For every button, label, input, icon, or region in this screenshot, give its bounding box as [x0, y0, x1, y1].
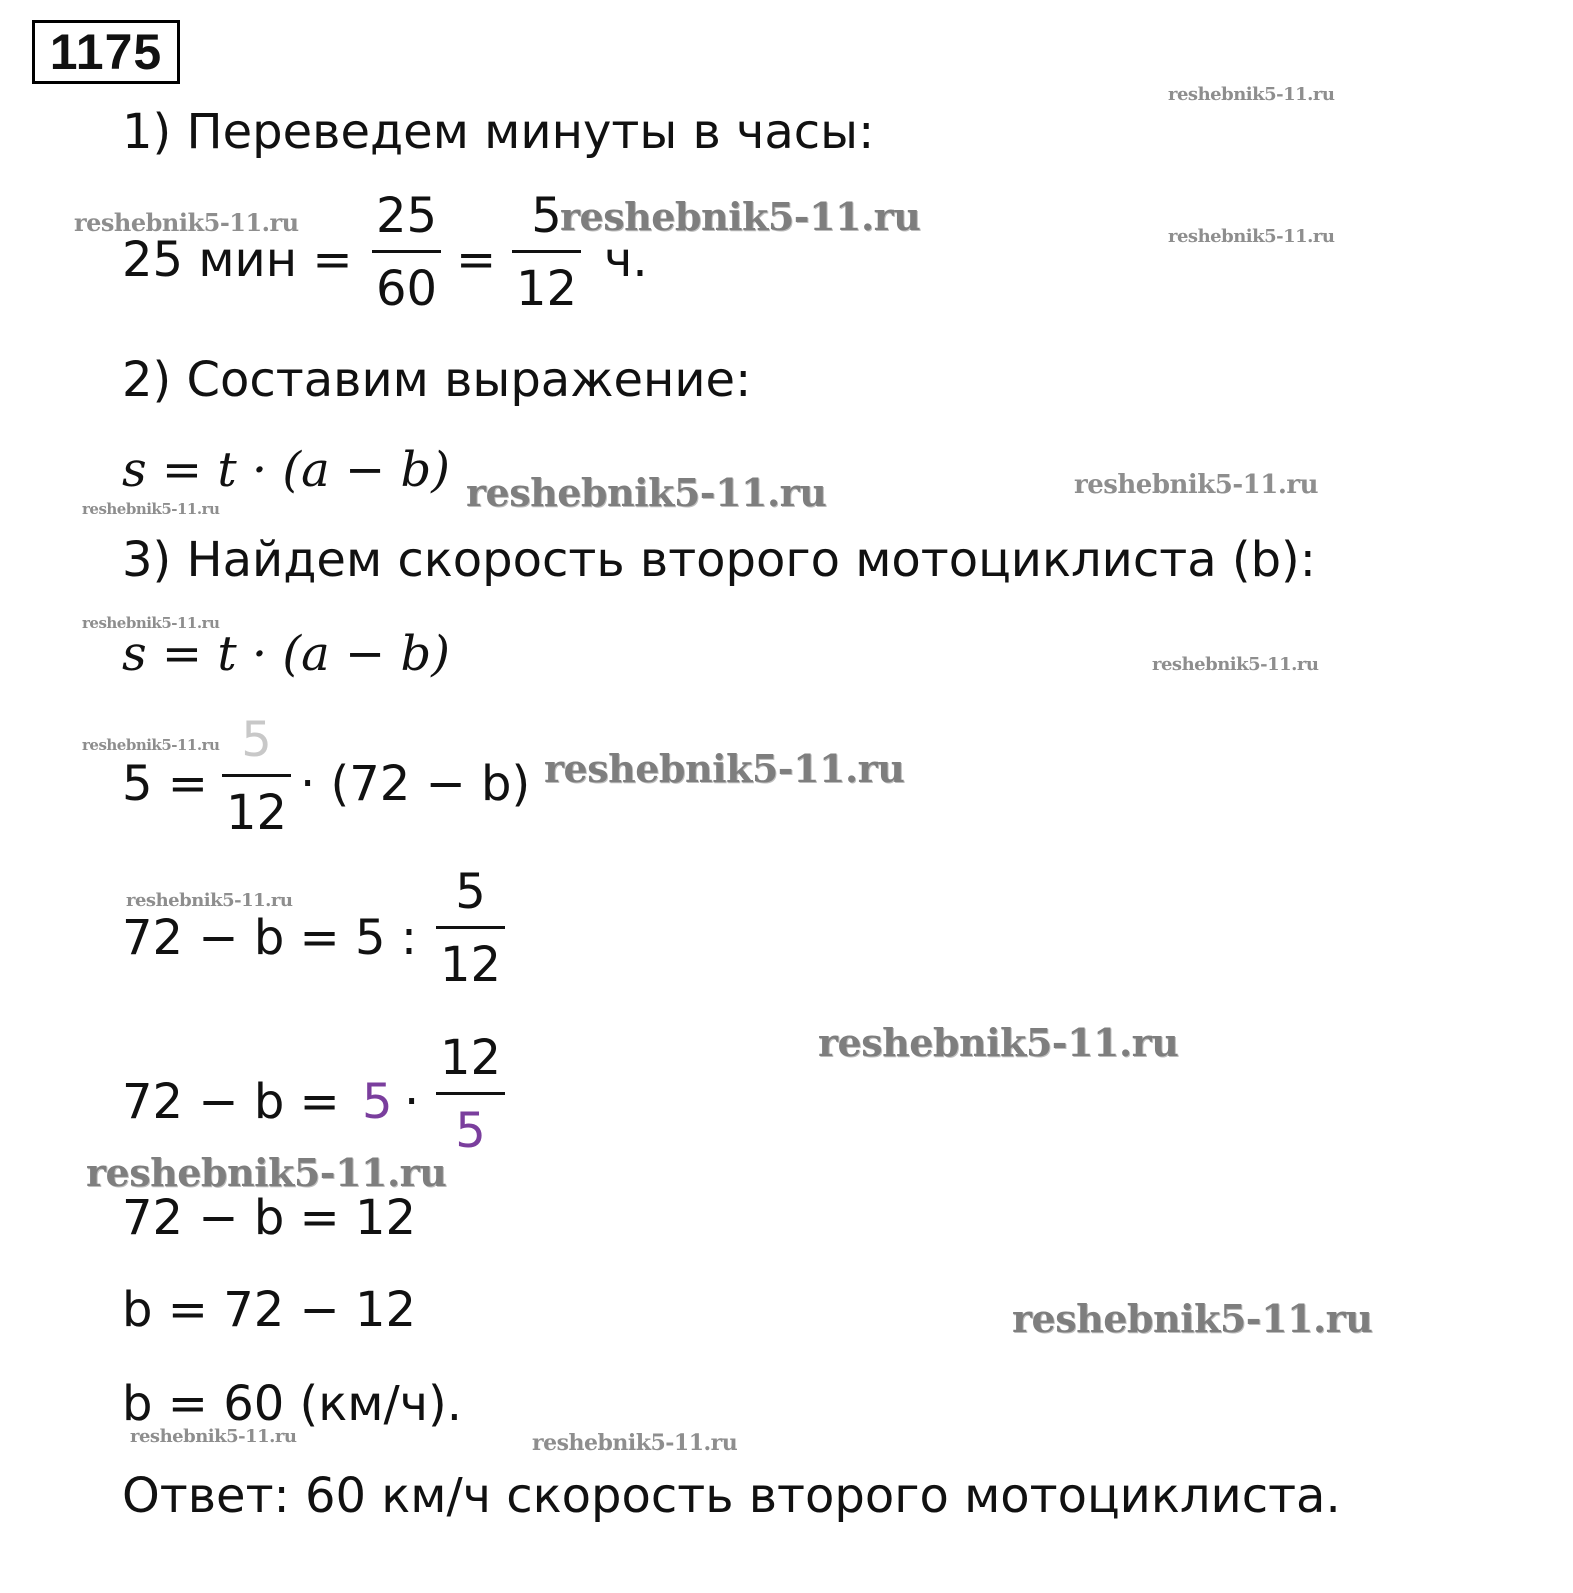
fraction-12-5	[436, 1030, 505, 1159]
watermark: reshebnik5-11.ru	[1168, 226, 1335, 247]
watermark: reshebnik5-11.ru	[86, 1150, 447, 1195]
watermark: reshebnik5-11.ru	[1152, 654, 1319, 675]
step3-line4: 72 − b = 12	[122, 1190, 417, 1246]
step3-line2-lhs: 72 − b = 5 :	[122, 910, 417, 966]
fraction-numerator: 5	[531, 188, 562, 244]
fraction-bar	[512, 250, 581, 253]
watermark: reshebnik5-11.ru	[82, 500, 220, 518]
step1-heading: 1) Переведем минуты в часы:	[122, 104, 875, 160]
watermark: reshebnik5-11.ru	[466, 470, 827, 515]
fraction-numerator: 5	[241, 712, 272, 768]
fraction-denominator: 5	[455, 1103, 486, 1159]
fraction-bar	[222, 774, 291, 777]
fraction-denominator: 12	[516, 261, 578, 317]
watermark: reshebnik5-11.ru	[82, 614, 220, 632]
fraction-25-60	[372, 188, 441, 317]
problem-number: 1175	[32, 20, 180, 84]
fraction-5-12-b	[222, 712, 291, 841]
step1-lhs: 25 мин =	[122, 232, 353, 288]
watermark: reshebnik5-11.ru	[532, 1430, 738, 1456]
unit-hours: ч.	[604, 232, 648, 288]
fraction-numerator: 12	[440, 1030, 502, 1086]
watermark: reshebnik5-11.ru	[560, 194, 921, 239]
fraction-bar	[436, 926, 505, 929]
equals-sign: =	[456, 232, 497, 288]
step3-heading: 3) Найдем скорость второго мотоциклиста (b):	[122, 532, 1316, 588]
watermark: reshebnik5-11.ru	[126, 890, 293, 911]
watermark: reshebnik5-11.ru	[82, 736, 220, 754]
watermark: reshebnik5-11.ru	[130, 1426, 297, 1447]
watermark: reshebnik5-11.ru	[1074, 470, 1319, 500]
watermark: reshebnik5-11.ru	[544, 746, 905, 791]
fraction-numerator: 25	[376, 188, 438, 244]
multiply-dot: ·	[404, 1074, 420, 1130]
fraction-bar	[436, 1092, 505, 1095]
fraction-denominator: 12	[440, 937, 502, 993]
step2-heading: 2) Составим выражение:	[122, 352, 752, 408]
fraction-5-12-c	[436, 864, 505, 993]
step3-line1-lhs: 5 =	[122, 756, 209, 812]
fraction-bar	[372, 250, 441, 253]
step3-formula: s = t · (a − b)	[122, 626, 450, 682]
step3-line5: b = 72 − 12	[122, 1282, 417, 1338]
watermark: reshebnik5-11.ru	[74, 208, 299, 237]
answer-text: Ответ: 60 км/ч скорость второго мотоциклиста.	[122, 1468, 1341, 1524]
watermark: reshebnik5-11.ru	[1012, 1296, 1373, 1341]
step3-line6: b = 60 (км/ч).	[122, 1376, 462, 1432]
fraction-denominator: 12	[226, 785, 288, 841]
step3-line1-rhs: · (72 − b)	[300, 756, 531, 812]
cancelled-five: 5	[362, 1074, 393, 1130]
watermark: reshebnik5-11.ru	[1168, 84, 1335, 105]
step2-formula: s = t · (a − b)	[122, 442, 450, 498]
watermark: reshebnik5-11.ru	[818, 1020, 1179, 1065]
step3-line3-lhs: 72 − b =	[122, 1074, 340, 1130]
fraction-numerator: 5	[455, 864, 486, 920]
fraction-denominator: 60	[376, 261, 438, 317]
